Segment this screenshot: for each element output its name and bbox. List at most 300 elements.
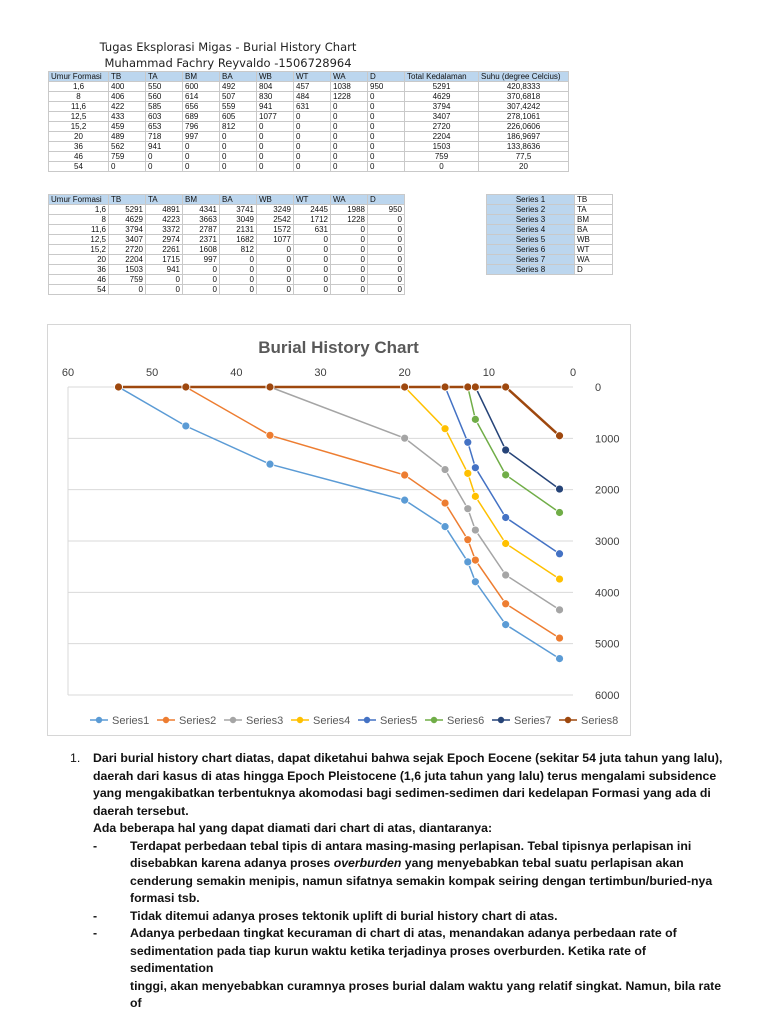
table-cell: 950 bbox=[368, 205, 405, 215]
table-row bbox=[49, 215, 405, 225]
table-cell: 133,8636 bbox=[479, 142, 569, 152]
table-cell: 812 bbox=[220, 245, 257, 255]
table-cell: 0 bbox=[331, 132, 368, 142]
y-tick-label: 5000 bbox=[595, 638, 620, 651]
table-cell: 0 bbox=[109, 162, 146, 172]
legend-label: Series1 bbox=[112, 715, 150, 727]
legend-marker bbox=[96, 717, 102, 723]
table-cell: 0 bbox=[368, 122, 405, 132]
table-cell: 559 bbox=[220, 102, 257, 112]
legend-marker bbox=[230, 717, 236, 723]
table-cell: 2371 bbox=[183, 235, 220, 245]
table-row bbox=[487, 205, 613, 215]
table-cell: 0 bbox=[183, 162, 220, 172]
table-cell: 0 bbox=[294, 235, 331, 245]
data-point bbox=[266, 460, 274, 468]
legend-label: Series8 bbox=[581, 715, 619, 727]
legend-label: Series4 bbox=[313, 715, 351, 727]
table-row bbox=[49, 112, 569, 122]
table-cell: 950 bbox=[368, 82, 405, 92]
data-point bbox=[441, 383, 449, 391]
series-name-cell: Series 7 bbox=[487, 255, 575, 265]
table-cell: 0 bbox=[257, 265, 294, 275]
table-cell: 0 bbox=[331, 255, 368, 265]
table-cell: 1682 bbox=[220, 235, 257, 245]
table-cell: 600 bbox=[183, 82, 220, 92]
table-cell: 759 bbox=[109, 152, 146, 162]
table-cell: 0 bbox=[368, 235, 405, 245]
table-cell: 3741 bbox=[220, 205, 257, 215]
header-cell: Umur Formasi bbox=[49, 195, 109, 205]
table-cell: 1077 bbox=[257, 112, 294, 122]
table-row bbox=[49, 235, 405, 245]
bullet-text: disebabkan karena adanya proses bbox=[130, 856, 334, 870]
table-cell: 1712 bbox=[294, 215, 331, 225]
table-cell: 0 bbox=[405, 162, 479, 172]
table-cell: 0 bbox=[331, 245, 368, 255]
series-name-cell: Series 6 bbox=[487, 245, 575, 255]
legend-marker bbox=[364, 717, 370, 723]
table-row bbox=[49, 275, 405, 285]
table-cell: 0 bbox=[294, 245, 331, 255]
table-cell: 4341 bbox=[183, 205, 220, 215]
data-point bbox=[556, 606, 564, 614]
table-cell: 0 bbox=[368, 285, 405, 295]
table-row bbox=[49, 225, 405, 235]
table-cell: 0 bbox=[294, 152, 331, 162]
table-cell: 804 bbox=[257, 82, 294, 92]
header-cell: WB bbox=[257, 72, 294, 82]
table-cell: 4629 bbox=[405, 92, 479, 102]
formation-code-cell: WA bbox=[575, 255, 613, 265]
header-cell: Suhu (degree Celcius) bbox=[479, 72, 569, 82]
table-cell: 3407 bbox=[109, 235, 146, 245]
analysis-text bbox=[70, 750, 730, 1013]
bullet-item bbox=[93, 838, 730, 908]
data-point bbox=[502, 540, 510, 548]
table-row bbox=[49, 245, 405, 255]
table-cell: 0 bbox=[368, 162, 405, 172]
header-cell: Total Kedalaman bbox=[405, 72, 479, 82]
table-cell: 0 bbox=[183, 275, 220, 285]
table-cell: 484 bbox=[294, 92, 331, 102]
header-cell: BM bbox=[183, 72, 220, 82]
table-cell: 1988 bbox=[331, 205, 368, 215]
table-cell: 0 bbox=[183, 152, 220, 162]
table-cell: 0 bbox=[220, 285, 257, 295]
bullet-line: tinggi, akan menyebabkan curamnya proses burial dalam waktu yang relatif singkat. Namun, bila rate of bbox=[130, 978, 722, 1010]
paragraph-line: yang mengakibatkan terbentuknya akomodasi bagi sedimen-sedimen dari kedelapan Formasi yang ada di bbox=[93, 786, 711, 800]
table-cell: 3249 bbox=[257, 205, 294, 215]
table-cell: 3372 bbox=[146, 225, 183, 235]
data-point bbox=[471, 578, 479, 586]
table-cell: 4891 bbox=[146, 205, 183, 215]
table-cell: 941 bbox=[146, 265, 183, 275]
table-cell: 0 bbox=[294, 122, 331, 132]
table-cell: 759 bbox=[405, 152, 479, 162]
table-row bbox=[49, 142, 569, 152]
x-tick-label: 20 bbox=[398, 367, 411, 379]
table-cell: 812 bbox=[220, 122, 257, 132]
table-cell: 0 bbox=[368, 225, 405, 235]
table-cell: 0 bbox=[220, 275, 257, 285]
table-cell: 20 bbox=[479, 162, 569, 172]
table-cell: 36 bbox=[49, 265, 109, 275]
y-tick-label: 1000 bbox=[595, 433, 620, 446]
header-cell: BA bbox=[220, 195, 257, 205]
table-cell: 2720 bbox=[405, 122, 479, 132]
table-cell: 278,1061 bbox=[479, 112, 569, 122]
table-cell: 0 bbox=[331, 162, 368, 172]
table-cell: 1228 bbox=[331, 215, 368, 225]
data-point bbox=[556, 550, 564, 558]
table-cell: 0 bbox=[257, 152, 294, 162]
table-cell: 3049 bbox=[220, 215, 257, 225]
legend-marker bbox=[498, 717, 504, 723]
formation-code-cell: BA bbox=[575, 225, 613, 235]
table-cell: 585 bbox=[146, 102, 183, 112]
table-cell: 796 bbox=[183, 122, 220, 132]
table-cell: 2974 bbox=[146, 235, 183, 245]
table-cell: 997 bbox=[183, 132, 220, 142]
series-line bbox=[468, 387, 560, 513]
table-cell: 603 bbox=[146, 112, 183, 122]
table-cell: 0 bbox=[294, 162, 331, 172]
series-name-cell: Series 4 bbox=[487, 225, 575, 235]
table-cell: 307,4242 bbox=[479, 102, 569, 112]
table-cell: 46 bbox=[49, 152, 109, 162]
table-row bbox=[49, 255, 405, 265]
table-row bbox=[49, 265, 405, 275]
legend-marker bbox=[565, 717, 571, 723]
bullet-item bbox=[93, 925, 730, 1013]
data-point bbox=[464, 383, 472, 391]
table-cell: 0 bbox=[220, 255, 257, 265]
table-cell: 0 bbox=[331, 265, 368, 275]
table-cell: 2261 bbox=[146, 245, 183, 255]
bullet-line: sedimentation pada tiap kurun waktu ketika terjadinya proses overburden. Ketika rate of sedimentation bbox=[130, 943, 646, 975]
table-cell: 15,2 bbox=[49, 122, 109, 132]
data-point bbox=[502, 571, 510, 579]
legend-marker bbox=[163, 717, 169, 723]
table-cell: 489 bbox=[109, 132, 146, 142]
formation-code-cell: WT bbox=[575, 245, 613, 255]
table-cell: 0 bbox=[146, 162, 183, 172]
table-cell: 0 bbox=[183, 142, 220, 152]
table-cell: 370,6818 bbox=[479, 92, 569, 102]
table-cell: 20 bbox=[49, 132, 109, 142]
table-cell: 0 bbox=[331, 122, 368, 132]
data-point bbox=[502, 383, 510, 391]
table-cell: 0 bbox=[368, 255, 405, 265]
data-point bbox=[556, 509, 564, 517]
bullet-line: Adanya perbedaan tingkat kecuraman di chart di atas, menandakan adanya perbedaan rate of bbox=[130, 926, 677, 940]
table-cell: 0 bbox=[331, 152, 368, 162]
table-cell: 1228 bbox=[331, 92, 368, 102]
table-cell: 941 bbox=[146, 142, 183, 152]
y-tick-label: 2000 bbox=[595, 484, 620, 497]
table-row bbox=[487, 255, 613, 265]
table-row bbox=[49, 92, 569, 102]
table-cell: 1038 bbox=[331, 82, 368, 92]
table-cell: 0 bbox=[368, 215, 405, 225]
table-cell: 1,6 bbox=[49, 205, 109, 215]
table-cell: 433 bbox=[109, 112, 146, 122]
data-point bbox=[471, 415, 479, 423]
table-cell: 0 bbox=[368, 152, 405, 162]
table-row bbox=[487, 225, 613, 235]
table-cell: 0 bbox=[294, 132, 331, 142]
table-row bbox=[49, 205, 405, 215]
data-point bbox=[556, 655, 564, 663]
y-tick-label: 6000 bbox=[595, 690, 620, 702]
table-cell: 1572 bbox=[257, 225, 294, 235]
burial-history-chart bbox=[47, 324, 631, 736]
header-cell: Umur Formasi bbox=[49, 72, 109, 82]
table-cell: 614 bbox=[183, 92, 220, 102]
table-cell: 0 bbox=[368, 132, 405, 142]
table-cell: 507 bbox=[220, 92, 257, 102]
legend-label: Series5 bbox=[380, 715, 418, 727]
table-cell: 3663 bbox=[183, 215, 220, 225]
table-cell: 406 bbox=[109, 92, 146, 102]
sheet-title: Tugas Eksplorasi Migas - Burial History Chart bbox=[99, 40, 357, 54]
paragraph-line: daerah tersebut. bbox=[93, 803, 189, 818]
table-cell: 8 bbox=[49, 92, 109, 102]
table-cell: 36 bbox=[49, 142, 109, 152]
table-cell: 457 bbox=[294, 82, 331, 92]
header-cell: WT bbox=[294, 195, 331, 205]
table-cell: 0 bbox=[368, 92, 405, 102]
data-point bbox=[556, 432, 564, 440]
table-cell: 0 bbox=[183, 265, 220, 275]
table-cell: 2542 bbox=[257, 215, 294, 225]
table-cell: 0 bbox=[294, 142, 331, 152]
header-cell: TA bbox=[146, 72, 183, 82]
table-cell: 0 bbox=[294, 112, 331, 122]
legend-label: Series3 bbox=[246, 715, 284, 727]
table-cell: 550 bbox=[146, 82, 183, 92]
table-cell: 1077 bbox=[257, 235, 294, 245]
table-cell: 2204 bbox=[109, 255, 146, 265]
x-tick-label: 50 bbox=[146, 367, 159, 379]
series-line bbox=[445, 387, 559, 554]
table-cell: 0 bbox=[294, 255, 331, 265]
table-cell: 2131 bbox=[220, 225, 257, 235]
table-cell: 4223 bbox=[146, 215, 183, 225]
table-cell: 631 bbox=[294, 225, 331, 235]
table-cell: 0 bbox=[368, 245, 405, 255]
data-point bbox=[441, 425, 449, 433]
table-cell: 0 bbox=[331, 225, 368, 235]
table-cell: 653 bbox=[146, 122, 183, 132]
bullet-dash: - bbox=[93, 838, 98, 853]
table-cell: 562 bbox=[109, 142, 146, 152]
header-cell: TB bbox=[109, 195, 146, 205]
table-cell: 5291 bbox=[109, 205, 146, 215]
data-point bbox=[471, 556, 479, 564]
table-cell: 0 bbox=[146, 152, 183, 162]
data-point bbox=[401, 434, 409, 442]
table-cell: 0 bbox=[109, 285, 146, 295]
header-cell: D bbox=[368, 72, 405, 82]
table-cell: 1715 bbox=[146, 255, 183, 265]
table-cell: 1503 bbox=[109, 265, 146, 275]
data-point bbox=[471, 526, 479, 534]
table-cell: 0 bbox=[257, 162, 294, 172]
table-row bbox=[49, 152, 569, 162]
table-cell: 8 bbox=[49, 215, 109, 225]
table-cell: 77,5 bbox=[479, 152, 569, 162]
table-header-row bbox=[49, 195, 405, 205]
data-point bbox=[464, 505, 472, 513]
table-cell: 0 bbox=[368, 265, 405, 275]
table-cell: 0 bbox=[257, 132, 294, 142]
data-point bbox=[115, 383, 123, 391]
data-point bbox=[401, 471, 409, 479]
table-cell: 0 bbox=[220, 152, 257, 162]
table-row bbox=[49, 102, 569, 112]
header-cell: D bbox=[368, 195, 405, 205]
data-point bbox=[556, 634, 564, 642]
series-name-cell: Series 3 bbox=[487, 215, 575, 225]
paragraph-line: Ada beberapa hal yang dapat diamati dari chart di atas, diantaranya: bbox=[93, 821, 493, 835]
table-cell: 718 bbox=[146, 132, 183, 142]
table-cell: 400 bbox=[109, 82, 146, 92]
table-row bbox=[487, 265, 613, 275]
table-row bbox=[487, 245, 613, 255]
y-tick-label: 0 bbox=[595, 382, 602, 394]
header-cell: WB bbox=[257, 195, 294, 205]
bullet-line: cenderung semakin menipis, namun sifatnya semakin kompak seiring dengan tertimbun/buried-nya bbox=[130, 873, 713, 888]
table-cell: 422 bbox=[109, 102, 146, 112]
data-point bbox=[502, 513, 510, 521]
data-point bbox=[502, 621, 510, 629]
table-cell: 0 bbox=[220, 142, 257, 152]
table-cell: 0 bbox=[331, 142, 368, 152]
data-point bbox=[441, 523, 449, 531]
table-cell: 0 bbox=[220, 265, 257, 275]
table-cell: 11,6 bbox=[49, 225, 109, 235]
data-point bbox=[471, 492, 479, 500]
table-cell: 0 bbox=[368, 112, 405, 122]
table-cell: 605 bbox=[220, 112, 257, 122]
formation-code-cell: TA bbox=[575, 205, 613, 215]
formation-code-cell: WB bbox=[575, 235, 613, 245]
table-cell: 0 bbox=[294, 275, 331, 285]
series-name-cell: Series 8 bbox=[487, 265, 575, 275]
series-name-cell: Series 1 bbox=[487, 195, 575, 205]
bullet-dash: - bbox=[93, 926, 98, 940]
table-row bbox=[49, 132, 569, 142]
series-line bbox=[270, 387, 560, 610]
data-point bbox=[401, 383, 409, 391]
data-point bbox=[556, 575, 564, 583]
table-cell: 0 bbox=[331, 275, 368, 285]
table-cell: 12,5 bbox=[49, 112, 109, 122]
table-cell: 2720 bbox=[109, 245, 146, 255]
table-cell: 3407 bbox=[405, 112, 479, 122]
header-cell: WA bbox=[331, 195, 368, 205]
table-cell: 0 bbox=[146, 275, 183, 285]
formation-code-cell: D bbox=[575, 265, 613, 275]
table-row bbox=[49, 162, 569, 172]
table-cell: 0 bbox=[183, 285, 220, 295]
table-cell: 0 bbox=[368, 102, 405, 112]
formation-code-cell: TB bbox=[575, 195, 613, 205]
table-cell: 420,8333 bbox=[479, 82, 569, 92]
legend-label: Series7 bbox=[514, 715, 552, 727]
data-point bbox=[464, 536, 472, 544]
table-row bbox=[49, 285, 405, 295]
data-point bbox=[502, 600, 510, 608]
data-point bbox=[401, 496, 409, 504]
table-row bbox=[49, 122, 569, 132]
table-cell: 0 bbox=[220, 132, 257, 142]
table-cell: 2445 bbox=[294, 205, 331, 215]
chart-svg bbox=[48, 325, 630, 735]
data-point bbox=[471, 383, 479, 391]
table-cell: 0 bbox=[331, 235, 368, 245]
data-point bbox=[464, 438, 472, 446]
paragraph-line: Dari burial history chart diatas, dapat diketahui bahwa sejak Epoch Eocene (sekitar 54 juta tahun yang lalu), bbox=[93, 751, 723, 765]
legend-label: Series2 bbox=[179, 715, 217, 727]
bullet-item bbox=[93, 908, 730, 926]
table-row bbox=[49, 82, 569, 92]
table-cell: 12,5 bbox=[49, 235, 109, 245]
data-point bbox=[502, 446, 510, 454]
data-point bbox=[471, 464, 479, 472]
table-cell: 0 bbox=[257, 142, 294, 152]
data-point bbox=[464, 469, 472, 477]
table-cell: 15,2 bbox=[49, 245, 109, 255]
legend-label: Series6 bbox=[447, 715, 485, 727]
bullet-line: Tidak ditemui adanya proses tektonik uplift di burial history chart di atas. bbox=[130, 908, 558, 923]
table-cell: 0 bbox=[331, 112, 368, 122]
paragraph-line: daerah dari kasus di atas hingga Epoch Pleistocene (1,6 juta tahun yang lalu) terus mengalami subsidence bbox=[93, 768, 717, 783]
data-point bbox=[556, 485, 564, 493]
table-cell: 2787 bbox=[183, 225, 220, 235]
table-header-row bbox=[49, 72, 569, 82]
series-legend-table bbox=[486, 194, 613, 275]
table-cell: 0 bbox=[257, 255, 294, 265]
data-point bbox=[441, 499, 449, 507]
bullet-line bbox=[130, 855, 730, 873]
table-cell: 0 bbox=[257, 122, 294, 132]
table-row bbox=[487, 195, 613, 205]
table-cell: 997 bbox=[183, 255, 220, 265]
table-cell: 0 bbox=[257, 275, 294, 285]
table-row bbox=[487, 235, 613, 245]
data-point bbox=[182, 383, 190, 391]
table-cell: 941 bbox=[257, 102, 294, 112]
table-cell: 492 bbox=[220, 82, 257, 92]
table-cell: 46 bbox=[49, 275, 109, 285]
data-point bbox=[266, 383, 274, 391]
table-cell: 0 bbox=[368, 142, 405, 152]
legend-marker bbox=[297, 717, 303, 723]
table-cell: 5291 bbox=[405, 82, 479, 92]
header-cell: TA bbox=[146, 195, 183, 205]
table-cell: 3794 bbox=[109, 225, 146, 235]
x-tick-label: 30 bbox=[314, 367, 327, 379]
data-point bbox=[182, 422, 190, 430]
table-cell: 4629 bbox=[109, 215, 146, 225]
data-point bbox=[266, 431, 274, 439]
sheet-author: Muhammad Fachry Reyvaldo -1506728964 bbox=[104, 56, 352, 70]
header-cell: WA bbox=[331, 72, 368, 82]
header-cell: BA bbox=[220, 72, 257, 82]
